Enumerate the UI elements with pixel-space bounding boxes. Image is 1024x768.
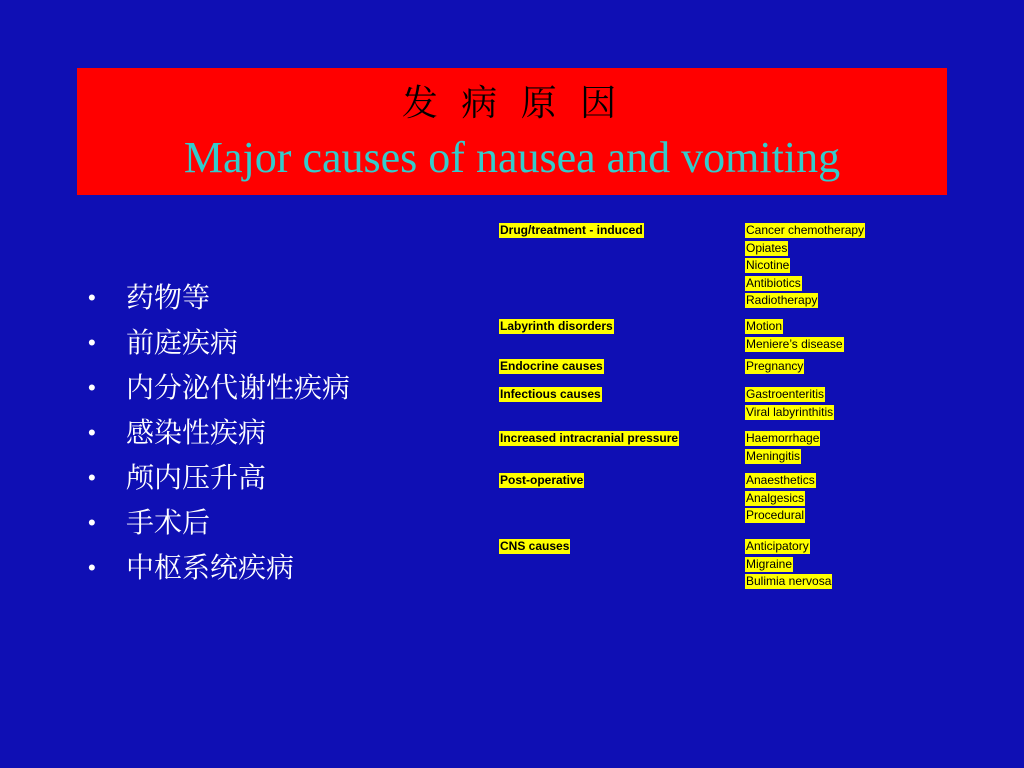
title-chinese: 发 病 原 因 — [401, 83, 623, 124]
cause-item: Radiotherapy — [746, 293, 818, 307]
cause-item: Anticipatory — [746, 539, 809, 553]
cause-item: Analgesics — [746, 490, 805, 505]
cause-items — [745, 223, 865, 311]
cause-item: Cancer chemotherapy — [746, 223, 865, 237]
cause-item: Nicotine — [746, 258, 790, 272]
cause-category: Increased intracranial pressure — [500, 431, 679, 445]
bullet-text: 感染性疾病 — [126, 416, 267, 449]
cause-item: Antibiotics — [746, 275, 801, 290]
cause-item: Bulimia nervosa — [746, 574, 832, 588]
bullet-text: 中枢系统疾病 — [126, 551, 295, 584]
bullet-dot: • — [88, 420, 96, 445]
cause-category: Endocrine causes — [500, 359, 603, 373]
cause-item: Anaesthetics — [746, 473, 815, 487]
cause-category: CNS causes — [500, 539, 570, 553]
bullet-text: 颅内压升高 — [126, 461, 267, 494]
cause-item: Haemorrhage — [746, 431, 820, 445]
cause-item: Opiates — [746, 240, 788, 255]
cause-items — [745, 319, 844, 354]
cause-item: Procedural — [746, 508, 805, 522]
bullet-dot: • — [88, 375, 96, 400]
cause-items — [745, 359, 804, 377]
cause-item: Viral labyrinthitis — [746, 404, 834, 419]
cause-items — [745, 387, 834, 422]
bullet-dot: • — [88, 555, 96, 580]
cause-category: Infectious causes — [500, 387, 601, 401]
cause-item: Gastroenteritis — [746, 387, 825, 401]
bullet-dot: • — [88, 465, 96, 490]
cause-category: Drug/treatment - induced — [500, 223, 643, 237]
bullet-text: 手术后 — [126, 506, 211, 539]
bullet-text: 药物等 — [126, 281, 211, 314]
cause-items — [745, 539, 832, 592]
cause-item: Pregnancy — [746, 359, 804, 373]
cause-item: Migraine — [746, 556, 793, 571]
cause-item: Meniere’s disease — [746, 336, 843, 351]
cause-item: Meningitis — [746, 448, 801, 463]
title-box — [77, 68, 947, 195]
cause-category: Labyrinth disorders — [500, 319, 613, 333]
cause-item: Motion — [746, 319, 783, 333]
bullet-text: 内分泌代谢性疾病 — [126, 371, 351, 404]
cause-category: Post-operative — [500, 473, 584, 487]
cause-items — [745, 431, 820, 466]
title-english: Major causes of nausea and vomiting — [183, 133, 841, 182]
bullet-dot: • — [88, 330, 96, 355]
bullet-text: 前庭疾病 — [126, 326, 239, 359]
bullet-dot: • — [88, 285, 96, 310]
cause-items — [745, 473, 816, 526]
causes-table — [499, 223, 919, 603]
bullet-dot: • — [88, 510, 96, 535]
